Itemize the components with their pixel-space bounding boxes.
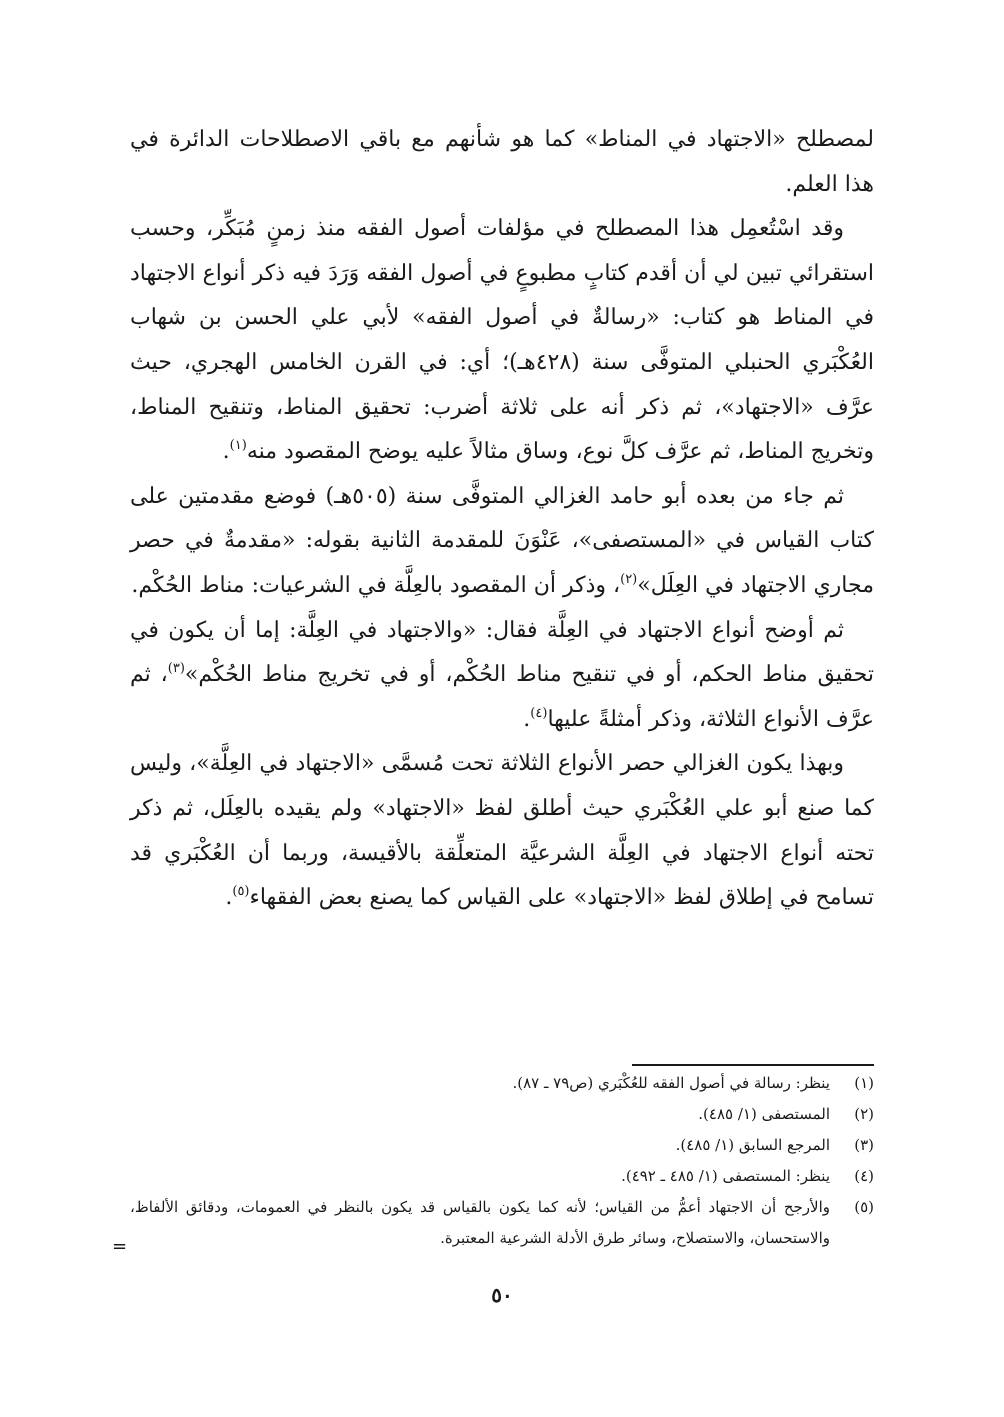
- footnote-ref-3[interactable]: (٣): [167, 661, 185, 677]
- footnote-number: (٥): [854, 1198, 874, 1216]
- footnote-number: (٤): [854, 1167, 874, 1185]
- paragraph-3-text-b: ، وذكر أن المقصود بالعِلَّة في الشرعيات: مناط الحُكْم.: [131, 572, 621, 598]
- footnote-ref-1[interactable]: (١): [229, 438, 247, 454]
- footnote-number: (٣): [854, 1136, 874, 1154]
- paragraph-5: [130, 742, 874, 920]
- footnote-text: والأرجح أن الاجتهاد أعمُّ من القياس؛ لأنه كما يكون بالقياس قد يكون بالنظر في العمومات، ودقائق الألفاظ، والاستحسان، والاستصلاح، وسائر طرق الأدلة الشرعية المعتبرة.: [130, 1198, 830, 1247]
- footnote-item: [130, 1099, 874, 1130]
- footnote-item: [130, 1192, 874, 1254]
- paragraph-4-end: .: [523, 706, 531, 732]
- paragraph-5-text: وبهذا يكون الغزالي حصر الأنواع الثلاثة تحت مُسمَّى «الاجتهاد في العِلَّة»، وليس كما صنع أبو علي العُكْبَري حيث أطلق لفظ «الاجتهاد» ولم يقيده بالعِلَل، ثم ذكر تحته أنواع الاجتهاد في العِلَّة الشرعيَّة المتعلِّقة بالأقيسة، وربما أن العُكْبَري قد تسامح في إطلاق لفظ «الاجتهاد» على القياس كما يصنع بعض الفقهاء: [130, 751, 874, 911]
- footnote-item: [130, 1161, 874, 1192]
- paragraph-2-text: وقد اسْتُعمِل هذا المصطلح في مؤلفات أصول الفقه منذ زمنٍ مُبَكِّر، وحسب استقرائي تبين لي أن أقدم كتابٍ مطبوعٍ في أصول الفقه وَرَدَ فيه ذكر أنواع الاجتهاد في المناط هو كتاب: «رسالةٌ في أصول الفقه» لأبي علي الحسن بن شهاب العُكْبَري الحنبلي المتوفَّى سنة (٤٢٨هـ)؛ أي: في القرن الخامس الهجري، حيث عرَّف «الاجتهاد»، ثم ذكر أنه على ثلاثة أضرب: تحقيق المناط، وتنقيح المناط، وتخريج المناط، ثم عرَّف كلَّ نوع، وساق مثالاً عليه يوضح المقصود منه: [130, 216, 874, 465]
- footnote-ref-4[interactable]: (٤): [530, 705, 548, 721]
- main-text: [130, 118, 874, 921]
- footnote-ref-5[interactable]: (٥): [232, 884, 250, 900]
- footnote-text: ينظر: رسالة في أصول الفقه للعُكْبَري (ص٧٩ ـ ٨٧).: [512, 1074, 830, 1092]
- footnote-item: [130, 1130, 874, 1161]
- paragraph-4-text-a: ثم أوضح أنواع الاجتهاد في العِلَّة فقال: «والاجتهاد في العِلَّة: إما أن يكون في تحقيق مناط الحكم، أو في تنقيح مناط الحُكْم، أو في تخريج مناط الحُكْم»: [130, 617, 875, 688]
- footnote-number: (٢): [854, 1105, 874, 1123]
- continuation-mark: =: [112, 1236, 128, 1257]
- paragraph-1-text: لمصطلح «الاجتهاد في المناط» كما هو شأنهم مع باقي الاصطلاحات الدائرة في هذا العلم.: [130, 127, 874, 197]
- paragraph-2: [130, 207, 874, 475]
- footnote-text: المستصفى (١/ ٤٨٥).: [698, 1105, 830, 1123]
- paragraph-3-text-a: ثم جاء من بعده أبو حامد الغزالي المتوفَّى سنة (٥٠٥هـ) فوضع مقدمتين على كتاب القياس في «المستصفى»، عَنْوَنَ للمقدمة الثانية بقوله: «مقدمةٌ في حصر مجاري الاجتهاد في العِلَل»: [130, 483, 874, 598]
- footnote-text: المرجع السابق (١/ ٤٨٥).: [675, 1136, 830, 1154]
- paragraph-1: [130, 118, 874, 207]
- footnote-ref-2[interactable]: (٢): [620, 571, 638, 587]
- paragraph-2-end: .: [222, 439, 230, 465]
- paragraph-4: [130, 609, 874, 743]
- paragraph-3: [130, 475, 874, 609]
- footnote-number: (١): [854, 1074, 874, 1092]
- paragraph-5-end: .: [225, 885, 233, 911]
- paragraph-4-text-b: ، ثم عرَّف الأنواع الثلاثة، وذكر أمثلةً عليها: [130, 662, 874, 732]
- page-number: ٥٠: [491, 1283, 513, 1307]
- footnotes: [130, 1068, 874, 1254]
- footnote-item: [130, 1068, 874, 1099]
- footnote-text: ينظر: المستصفى (١/ ٤٨٥ ـ ٤٩٢).: [621, 1167, 830, 1185]
- footnote-separator: [632, 1064, 874, 1066]
